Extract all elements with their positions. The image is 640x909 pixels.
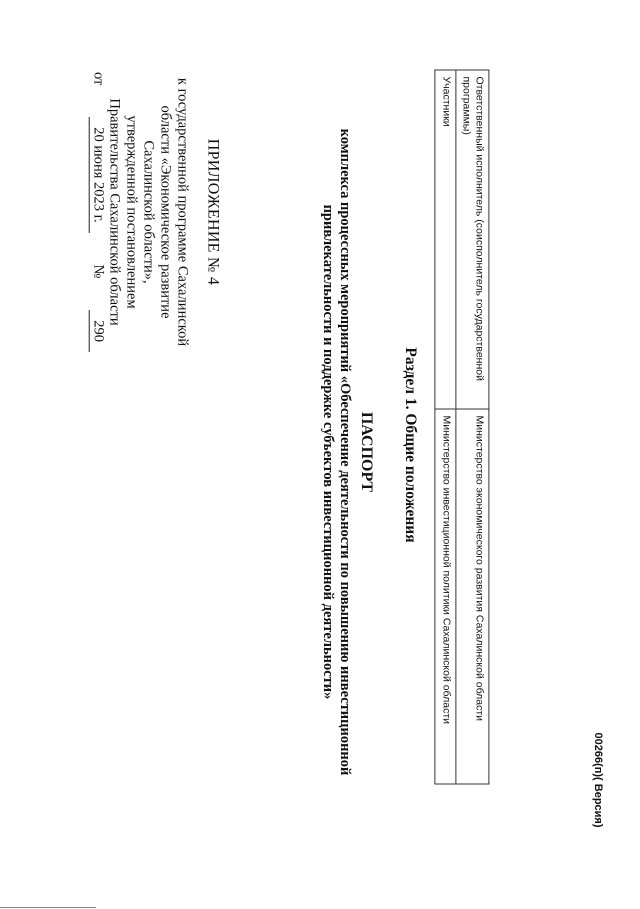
- passport-title: ПАСПОРТ: [357, 411, 375, 493]
- footer-code: 00266(п)( Версия): [592, 732, 604, 828]
- table-cell-key: Участники: [435, 70, 456, 409]
- passport-subtitle-line: привлекательности и поддержке субъектов инвестиционной деятельности»: [320, 204, 337, 700]
- appendix-block: [88, 72, 221, 352]
- passport-header: [319, 72, 375, 832]
- section-title: Раздел 1. Общие положения: [402, 347, 419, 543]
- appendix-line: утвержденной постановлением: [124, 115, 141, 309]
- appendix-date: 20 июня 2023 г.: [88, 117, 106, 232]
- appendix-date-line: [88, 72, 106, 352]
- table-cell-key: Ответственный исполнитель (соисполнитель государственной программы): [456, 70, 489, 409]
- number-prefix: №: [90, 264, 107, 279]
- appendix-line: области «Экономическое развитие: [158, 105, 175, 319]
- table-row: [456, 70, 489, 784]
- date-prefix: от: [90, 72, 107, 86]
- appendix-line: Сахалинской области»,: [141, 140, 158, 284]
- appendix-number: 290: [88, 310, 106, 352]
- general-provisions-table: [435, 70, 490, 785]
- table-row: [435, 70, 456, 784]
- appendix-title: ПРИЛОЖЕНИЕ № 4: [204, 138, 222, 286]
- passport-subtitle-line: комплекса процессных мероприятий «Обеспечение деятельности по повышению инвестиционной: [337, 128, 354, 776]
- table-cell-value: Министерство экономического развития Сахалинской области: [456, 409, 489, 784]
- table-cell-value: Министерство инвестиционной политики Сахалинской области: [435, 409, 456, 784]
- appendix-line: Правительства Сахалинской области: [107, 98, 124, 326]
- appendix-line: к государственной программе Сахалинской: [175, 77, 191, 347]
- scan-edge-line: [0, 907, 96, 908]
